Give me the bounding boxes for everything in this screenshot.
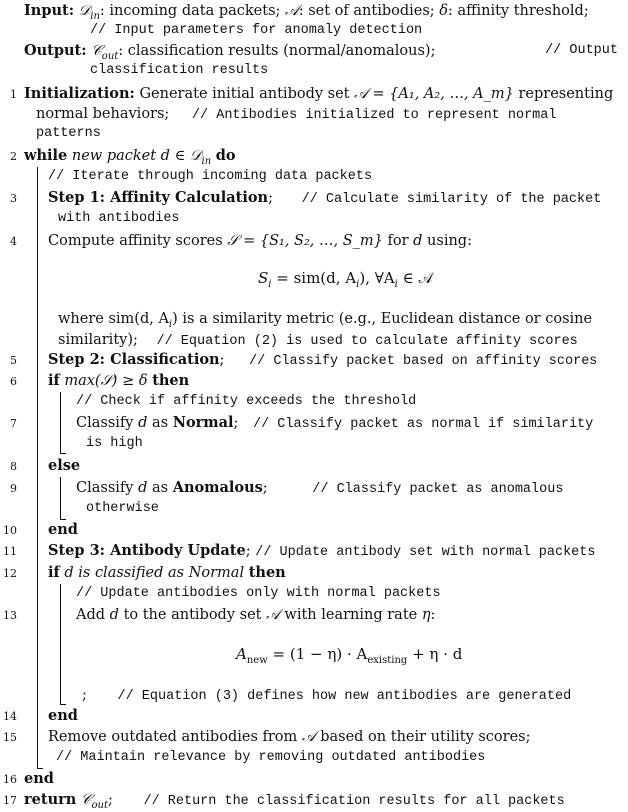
- add-colon: :: [430, 607, 436, 623]
- init-label: Initialization:: [24, 85, 135, 102]
- return-semicolon: ;: [107, 792, 113, 808]
- classify-anomalous-comment-2: otherwise: [86, 501, 159, 516]
- eq2-sub-new: new: [246, 655, 268, 666]
- end-if-normal-keyword: end: [48, 707, 78, 724]
- line-number: 3: [10, 192, 17, 205]
- output-label: Output:: [24, 42, 87, 59]
- else-keyword: else: [48, 457, 81, 474]
- eta-symbol: η: [421, 607, 431, 623]
- output-comment-2: classification results: [90, 63, 269, 78]
- while-cond-sub: in: [201, 155, 212, 167]
- step1-comment-1: // Calculate similarity of the packet: [301, 192, 602, 207]
- classify-anomalous-line: [76, 478, 563, 500]
- end-while-keyword: end: [24, 770, 54, 787]
- line-number: 10: [3, 524, 17, 537]
- while-condition: new packet d ∈ 𝒟: [71, 148, 202, 164]
- if-normal-comment: // Update antibodies only with normal packets: [76, 586, 441, 601]
- eq3-semicolon: ;: [82, 687, 87, 703]
- if-normal-line: [48, 563, 286, 583]
- while-block-hook: [37, 768, 43, 769]
- step2-comment: // Classify packet based on affinity scores: [249, 354, 598, 369]
- else-block-hook: [60, 519, 66, 520]
- eq2-sub-existing: existing: [367, 655, 408, 666]
- output-c-symbol: 𝒞: [91, 43, 102, 59]
- classify-anomalous-semicolon: ;: [262, 480, 268, 496]
- compute-for: for: [387, 233, 409, 249]
- init-text: Generate initial antibody set: [139, 86, 350, 102]
- line-number: 11: [3, 545, 17, 558]
- eq3-comment-line: [82, 685, 571, 707]
- classify-normal-semicolon: ;: [233, 415, 239, 431]
- if-normal-condition: d is classified as Normal: [64, 565, 245, 581]
- if-block-hook: [60, 453, 66, 454]
- step3-comment: // Update antibody set with normal packets: [255, 545, 596, 560]
- where-text-3: similarity);: [58, 332, 138, 348]
- where-sub: i: [168, 318, 173, 330]
- eq1-final: ∈ 𝒜: [397, 269, 433, 287]
- while-block-rule: [37, 167, 38, 769]
- compute-d: d: [413, 233, 423, 249]
- init-text-3: normal behaviors;: [36, 106, 170, 122]
- step1-semicolon: ;: [268, 190, 273, 206]
- line-number: 4: [10, 235, 17, 248]
- input-d-sub: in: [90, 10, 100, 22]
- step3-semicolon: ;: [245, 543, 251, 559]
- line-number: 15: [3, 731, 17, 744]
- else-block-rule: [60, 477, 61, 520]
- classify-text: Classify: [76, 480, 134, 496]
- eq1-lhs: S: [258, 269, 269, 287]
- output-line: [24, 41, 626, 61]
- equation-update: [236, 644, 462, 664]
- input-line: [24, 1, 589, 21]
- line-number: 13: [3, 609, 17, 622]
- init-comment-1: // Antibodies initialized to represent normal: [191, 108, 557, 123]
- eq2-end: + η · d: [407, 645, 463, 663]
- eq2-lhs: A: [236, 645, 247, 663]
- input-a-symbol: 𝒜: [285, 3, 299, 19]
- add-d: d: [109, 607, 119, 623]
- affinity-set: 𝒮 = {S₁, S₂, …, S_m}: [227, 233, 383, 249]
- input-label: Input:: [24, 2, 75, 19]
- eq1-rhs: = sim(d, A: [271, 269, 357, 287]
- line-number: 8: [10, 460, 17, 473]
- classify-text: Classify: [76, 415, 134, 431]
- equation-affinity: [258, 268, 433, 288]
- if-keyword: if: [48, 372, 60, 389]
- init-line-2: [36, 104, 556, 126]
- eq3-comment: // Equation (3) defines how new antibodies are generated: [117, 689, 572, 704]
- init-set: 𝒜 = {A₁, A₂, …, A_m}: [354, 86, 514, 102]
- eq1-end: ), ∀A: [359, 269, 395, 287]
- classify-normal-comment-2: is high: [86, 436, 143, 451]
- eq1-rhs-sub: i: [356, 279, 360, 290]
- init-text-2: representing: [518, 86, 614, 102]
- eq1-sub: i: [268, 279, 272, 290]
- step2-line: [48, 350, 597, 372]
- remove-text-2: based on their utility scores;: [320, 729, 531, 745]
- step1-comment-2: with antibodies: [58, 211, 180, 226]
- input-text-1: : incoming data packets;: [99, 3, 281, 19]
- remove-a-symbol: 𝒜: [301, 729, 316, 745]
- classify-as: as: [151, 480, 169, 496]
- line-number: 1: [10, 88, 17, 101]
- if-threshold-line: [48, 371, 189, 391]
- then-keyword: then: [152, 372, 190, 389]
- anomalous-label: Anomalous: [172, 479, 263, 496]
- end-if-keyword: end: [48, 521, 78, 538]
- add-antibody-line: [76, 605, 435, 625]
- while-keyword: while: [24, 147, 68, 164]
- where-text-2: ) is a similarity metric (e.g., Euclidean distance or cosine: [172, 311, 593, 327]
- classify-d: d: [138, 480, 148, 496]
- add-text: Add: [76, 607, 106, 623]
- line-number: 16: [3, 773, 17, 786]
- output-comment-1: // Output: [545, 43, 618, 58]
- classify-anomalous-comment-1: // Classify packet as anomalous: [312, 482, 564, 497]
- where-line-2: [58, 330, 578, 352]
- step3-label: Step 3: Antibody Update: [48, 542, 246, 559]
- if-keyword: if: [48, 564, 60, 581]
- step2-semicolon: ;: [219, 352, 225, 368]
- init-line: [24, 84, 613, 104]
- line-number: 17: [3, 794, 17, 807]
- while-line: [24, 146, 236, 166]
- if-block-rule: [60, 392, 61, 454]
- remove-line: [48, 727, 531, 747]
- line-number: 7: [10, 417, 17, 430]
- step2-label: Step 2: Classification: [48, 351, 220, 368]
- normal-label: Normal: [172, 414, 234, 431]
- return-c-sub: out: [91, 799, 108, 811]
- return-keyword: return: [24, 791, 77, 808]
- if-threshold-comment: // Check if affinity exceeds the threshold: [76, 394, 417, 409]
- line-number: 14: [3, 710, 17, 723]
- remove-comment: // Maintain relevance by removing outdated antibodies: [56, 750, 486, 765]
- eq2-mid: = (1 − η) · A: [267, 645, 368, 663]
- line-number: 5: [10, 354, 17, 367]
- init-comment-2: patterns: [36, 126, 101, 141]
- classify-as: as: [151, 415, 169, 431]
- input-d-symbol: 𝒟: [78, 3, 91, 19]
- while-comment: // Iterate through incoming data packets: [48, 169, 373, 184]
- line-number: 2: [10, 150, 17, 163]
- where-comment: // Equation (2) is used to calculate affinity scores: [156, 334, 578, 349]
- return-c-symbol: 𝒞: [80, 792, 92, 808]
- output-c-sub: out: [101, 50, 119, 62]
- input-text-2: : set of antibodies;: [298, 3, 435, 19]
- where-text-1: where sim(d, A: [58, 311, 169, 327]
- if-normal-block-rule: [60, 584, 61, 705]
- if-condition: max(𝒮) ≥ δ: [64, 373, 148, 389]
- classify-normal-line: [76, 413, 593, 435]
- then-keyword: then: [248, 564, 286, 581]
- where-line: [58, 309, 592, 329]
- if-normal-block-hook: [60, 704, 66, 705]
- return-comment: // Return the classification results for all packets: [143, 794, 565, 809]
- compute-line: [48, 231, 472, 251]
- classify-d: d: [138, 415, 148, 431]
- do-keyword: do: [215, 147, 236, 164]
- line-number: 6: [10, 375, 17, 388]
- add-a-symbol: 𝒜: [266, 607, 280, 623]
- input-comment: // Input parameters for anomaly detection: [90, 23, 423, 38]
- output-text: : classification results (normal/anomalous);: [118, 43, 436, 59]
- return-line: [24, 790, 565, 812]
- input-text-3: : affinity threshold;: [448, 3, 589, 19]
- remove-text: Remove outdated antibodies from: [48, 729, 298, 745]
- step3-line: [48, 541, 596, 563]
- input-delta-symbol: δ: [439, 3, 449, 19]
- eq1-end-sub: i: [394, 279, 398, 290]
- step1-label: Step 1: Affinity Calculation: [48, 189, 269, 206]
- compute-using: using:: [427, 233, 472, 249]
- line-number: 9: [10, 482, 17, 495]
- add-text-2: to the antibody set: [123, 607, 262, 623]
- line-number: 12: [3, 567, 17, 580]
- classify-normal-comment-1: // Classify packet as normal if similarity: [253, 417, 594, 432]
- compute-text: Compute affinity scores: [48, 233, 223, 249]
- step1-line: [48, 188, 601, 210]
- add-text-3: with learning rate: [284, 607, 418, 623]
